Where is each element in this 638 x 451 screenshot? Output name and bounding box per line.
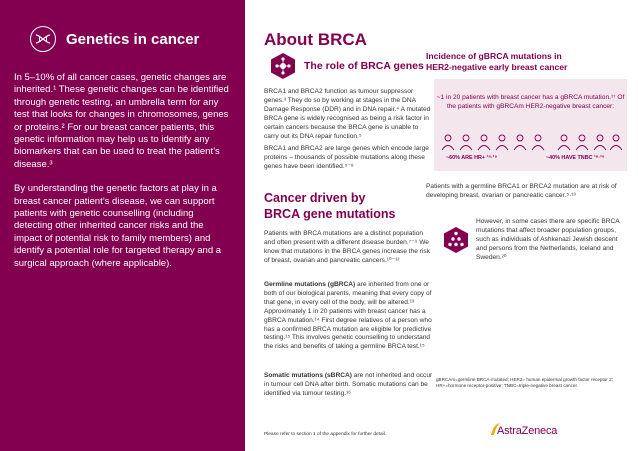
genetics-paragraph-2: By understanding the genetic factors at play in a breast cancer patient’s disease, we can support patients with genetic counselling (including detecting other inherited cancer risks and the impact of potential risk to family members) and identify a potential role for targeted therapy and a surgical approach (where applicable). <box>14 183 222 269</box>
cancer-driven-line-1: Cancer driven by <box>264 191 366 205</box>
somatic-text <box>264 372 434 399</box>
driven-text: Patients with BRCA mutations are a distinct population and often present with a different disease burden.⁷⁻⁹ We know that mutations in the BRCA genes increase the risk of breast, ovarian and pancreatic cancers.¹⁰⁻¹² <box>264 230 431 264</box>
abbreviations: gBRCAm=germline BRCA-mutated; HER2= human epidermal growth factor receptor 2; HR+=hormone receptor-positive; TNBC=triple-negative breast cancer. <box>436 377 613 388</box>
person-icon <box>460 135 472 150</box>
cancer-driven-line-2: BRCA gene mutations <box>264 207 396 221</box>
germline-risk-text: Patients with a germline BRCA1 or BRCA2 mutation are at risk of developing breast, ovarian or pancreatic cancer.⁵·¹³ <box>426 183 617 199</box>
incidence-stat-box <box>434 79 627 171</box>
pct-tnbc: ~40% HAVE TNBC ¹⁸·¹⁹ <box>546 155 605 161</box>
footer-note: Please refer to section 1 of the appendix for further detail. <box>264 432 387 437</box>
incidence-stat-text: ~1 in 20 patients with breast cancer has a gBRCA mutation.¹⁷ Of the patients with gBRCAm HER2-negative breast cancer: <box>436 94 625 110</box>
germline-text <box>264 281 434 352</box>
genetics-paragraph-1: In 5–10% of all cancer cases, genetic changes are inherited.¹ These genetic changes can be identified through genetic testing, an umbrella term for any test that looks for changes in chromosomes, genes or proteins.² For our breast cancer patients, this genetic information may help us to identify any biomarkers that can be used to treat the patient’s disease.³ <box>14 72 229 170</box>
pct-hr-positive: ~60% ARE HR+ ¹⁸·¹⁹ <box>446 155 498 161</box>
genetics-title: Genetics in cancer <box>66 30 200 48</box>
dna-icon <box>30 26 56 52</box>
person-icon <box>478 135 490 150</box>
role-text-2: BRCA1 and BRCA2 are large genes which encode large proteins – thousands of possible mutations along these genes have been identified.⁵⁻⁸ <box>264 145 429 170</box>
person-icon <box>442 135 454 150</box>
germline-label: Germline mutations (gBRCA) <box>264 281 356 288</box>
incidence-title-line-1: Incidence of gBRCA mutations in <box>426 51 562 61</box>
population-text: However, in some cases there are specific BRCA mutations that affect broader population groups, such as individuals of Ashkenazi Jewish descent and persons from the Netherlands, Iceland and Sweden.²⁰ <box>476 218 620 261</box>
person-icon <box>496 135 508 150</box>
role-title: The role of BRCA genes <box>304 60 424 72</box>
person-icon <box>514 135 526 150</box>
role-text-1: BRCA1 and BRCA2 function as tumour suppressor genes.³ They do so by working at stages in the DNA Damage Response (DDR) and in DNA repair.⁴ A mutated BRCA gene is widely recognised as being a risk factor in certain cancers because the BRCA gene is unable to carry out its DNA repair function.⁵ <box>264 88 431 140</box>
person-icon <box>576 135 588 150</box>
somatic-label: Somatic mutations (sBRCA) <box>264 372 352 379</box>
incidence-title-line-2: HER2-negative early breast cancer <box>426 62 568 72</box>
person-icon <box>558 135 570 150</box>
incidence-title <box>426 51 631 73</box>
genetics-panel <box>0 0 245 451</box>
population-hexagon-icon <box>443 226 469 254</box>
germline-body: are inherited from one or both of our biological parents, meaning that every copy of that gene, in every cell of the body, will be altered.¹³ Approximately 1 in 20 patients with breast cancer has a gBRCA mutation.¹⁴ First degree relatives of a person who has a confirmed BRCA mutation are eligible for predictive testing.¹⁵ This involves genetic counselling to understand the risks and benefits of taking a germline BRCA test.¹⁵ <box>264 281 432 351</box>
role-header <box>264 52 434 80</box>
cancer-driven-heading <box>264 190 396 222</box>
person-icon <box>594 135 606 150</box>
astrazeneca-logo: AstraZeneca <box>497 425 558 437</box>
hexagon-gene-icon <box>270 52 296 80</box>
people-icons <box>442 134 622 154</box>
genetics-header <box>14 26 231 52</box>
person-icon <box>610 135 622 150</box>
about-brca-title: About BRCA <box>264 30 367 49</box>
somatic-body: are not inherited and occur in tumour cell DNA after birth. Somatic mutations can be identified via tumour testing.¹⁶ <box>264 372 433 397</box>
person-icon <box>532 135 544 150</box>
